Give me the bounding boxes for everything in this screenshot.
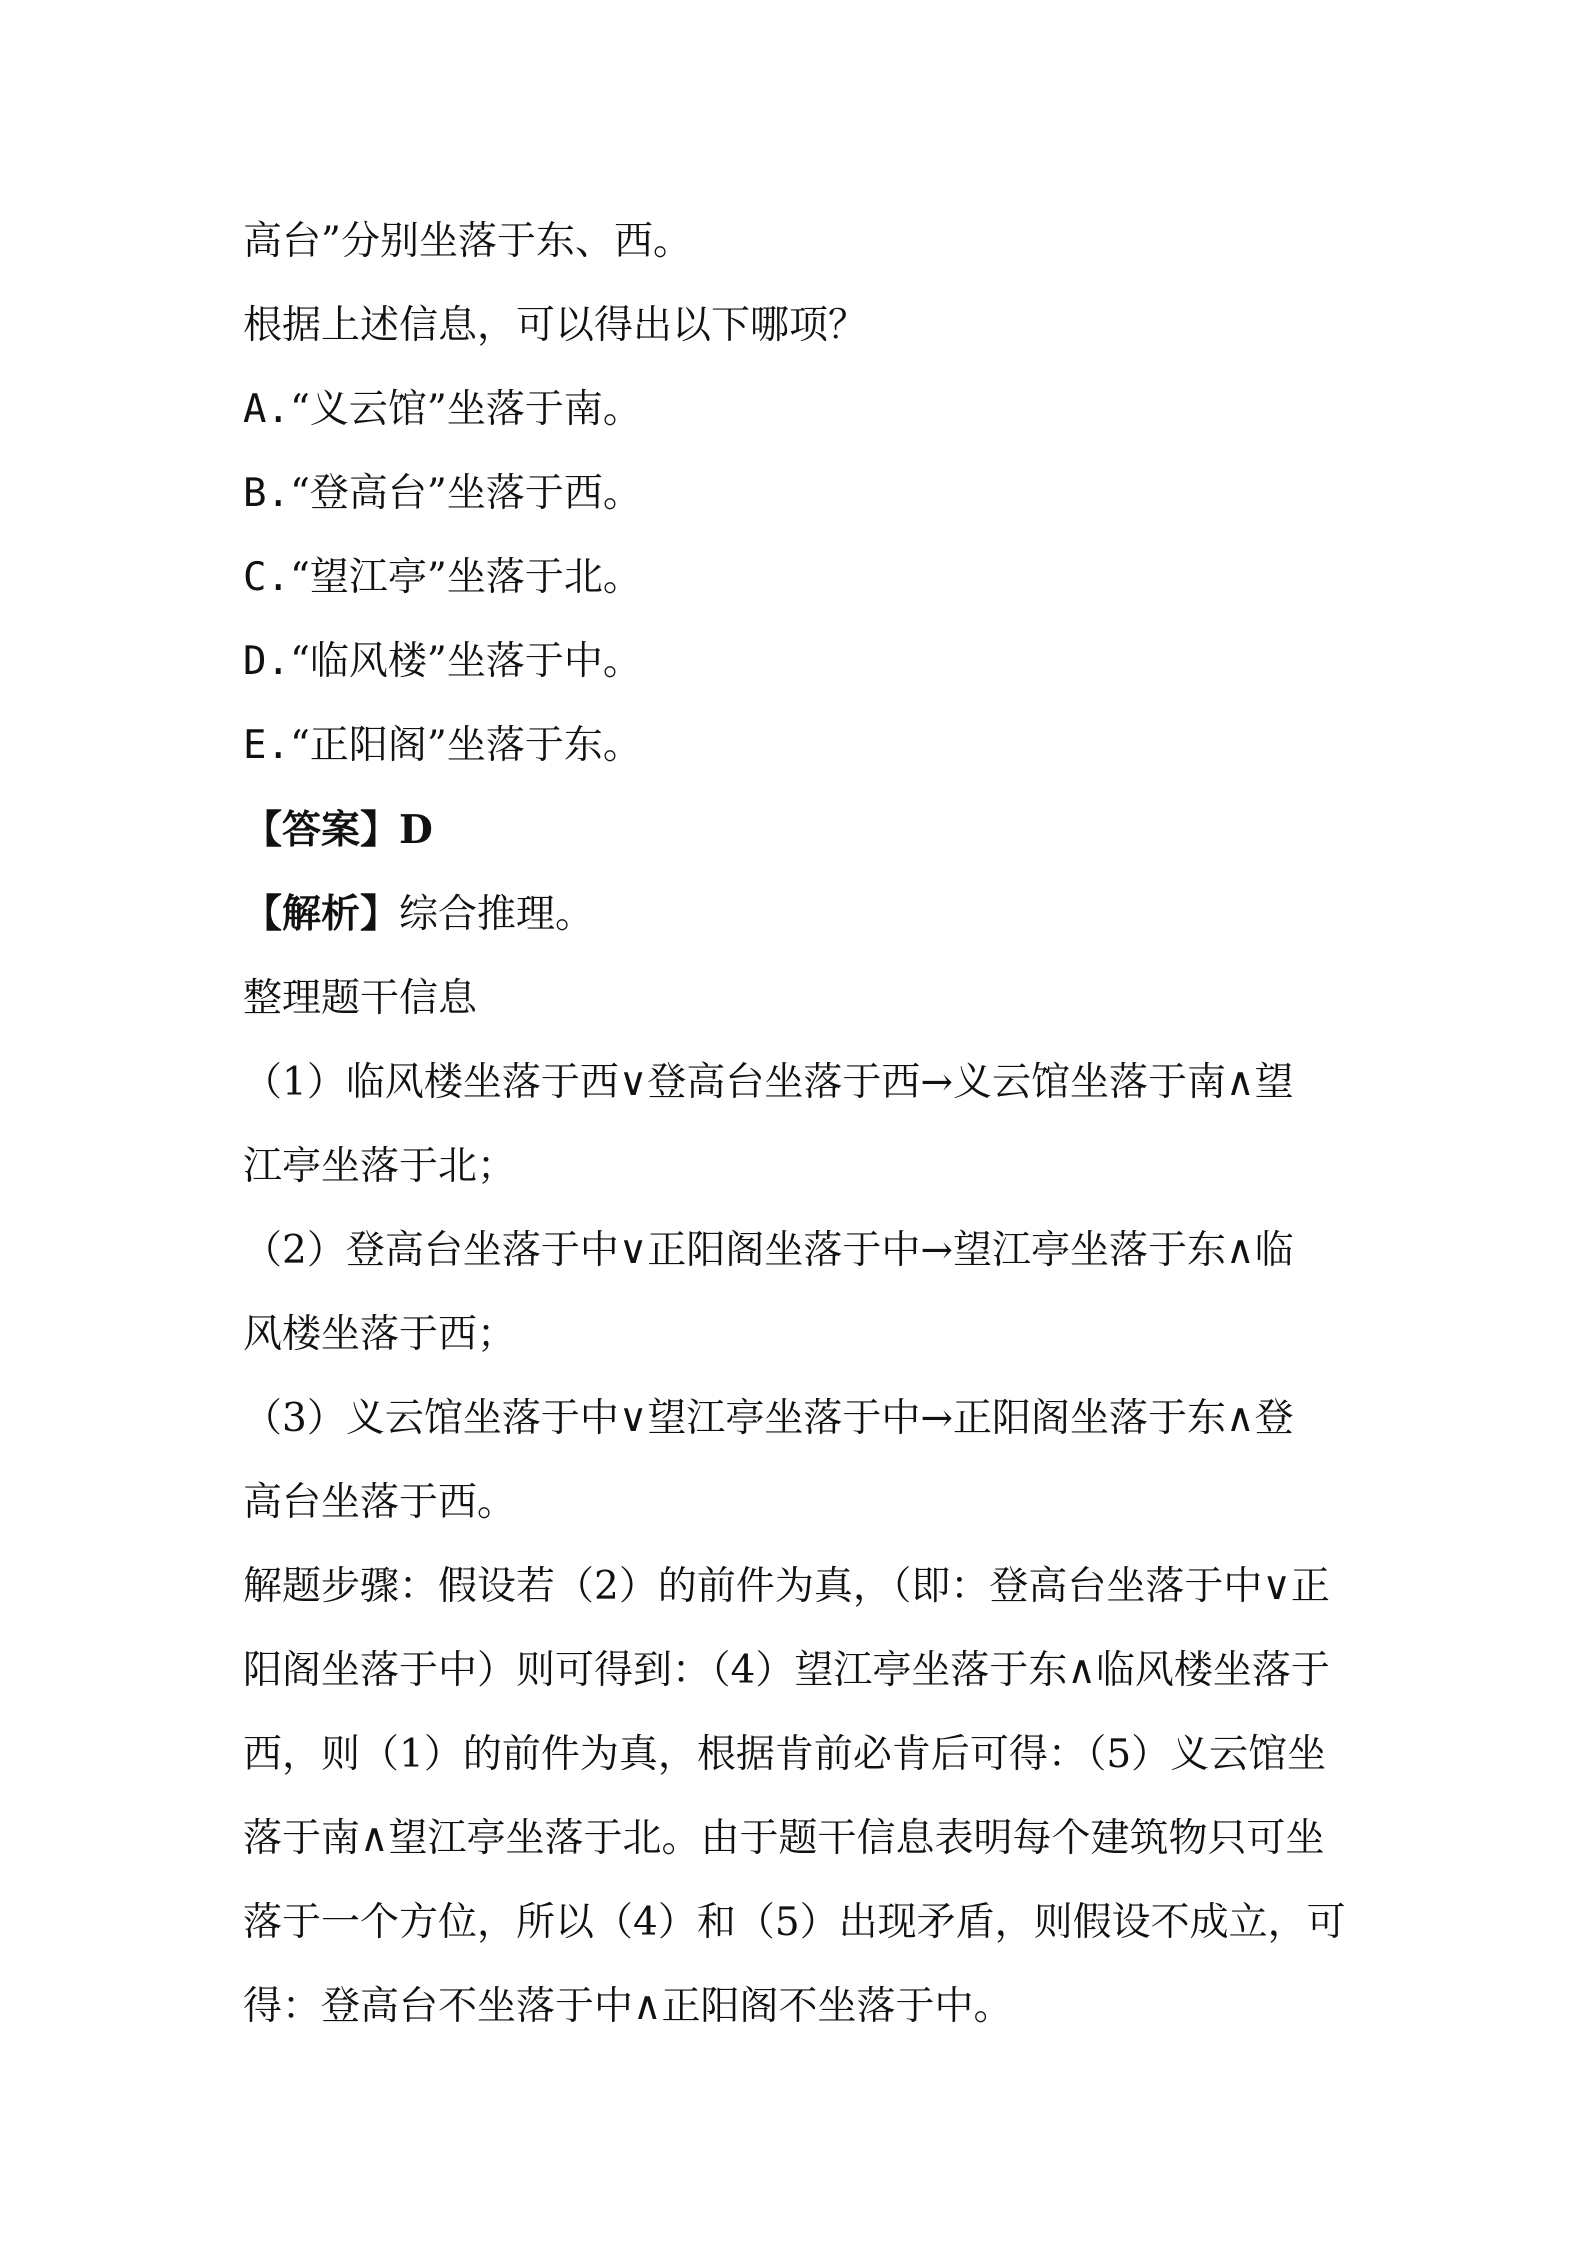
option-a <box>243 368 1353 452</box>
document-page <box>243 200 1353 2049</box>
condition-2-line-2: 风楼坐落于西； <box>243 1312 517 1357</box>
analysis-label: 【解析】 <box>243 891 400 937</box>
analysis-text: 综合推理。 <box>399 892 595 937</box>
answer-value: D <box>399 807 433 853</box>
solution-line-1: 解题步骤：假设若（2）的前件为真，（即：登高台坐落于中∨正 <box>243 1564 1330 1609</box>
solution-line-3: 西，则（1）的前件为真，根据肯前必肯后可得：（5）义云馆坐 <box>243 1732 1327 1777</box>
condition-1-line-1: （1）临风楼坐落于西∨登高台坐落于西→义云馆坐落于南∧望 <box>243 1060 1294 1105</box>
option-b <box>243 452 1353 536</box>
option-d-text: “临风楼”坐落于中。 <box>289 639 642 684</box>
question-text: 根据上述信息，可以得出以下哪项？ <box>243 303 868 348</box>
condition-1-line-2: 江亭坐落于北； <box>243 1144 517 1189</box>
solution-line-6: 得：登高台不坐落于中∧正阳阁不坐落于中。 <box>243 1984 1013 2029</box>
option-c <box>243 536 1353 620</box>
option-e-letter: E. <box>243 723 290 768</box>
option-b-text: “登高台”坐落于西。 <box>289 471 642 516</box>
option-c-letter: C. <box>243 555 290 600</box>
solution-line-2: 阳阁坐落于中）则可得到：（4）望江亭坐落于东∧临风楼坐落于 <box>243 1648 1330 1693</box>
option-c-text: “望江亭”坐落于北。 <box>289 555 642 600</box>
condition-3-line-1: （3）义云馆坐落于中∨望江亭坐落于中→正阳阁坐落于东∧登 <box>243 1396 1294 1441</box>
option-d <box>243 620 1353 704</box>
answer-line <box>243 788 1353 872</box>
organize-heading: 整理题干信息 <box>243 976 478 1021</box>
answer-label: 【答案】 <box>243 807 400 853</box>
condition-3-line-2: 高台坐落于西。 <box>243 1480 517 1525</box>
solution-line-4: 落于南∧望江亭坐落于北。由于题干信息表明每个建筑物只可坐 <box>243 1816 1325 1861</box>
intro-tail-text: 高台”分别坐落于东、西。 <box>243 219 692 264</box>
solution-line-5: 落于一个方位，所以（4）和（5）出现矛盾，则假设不成立，可 <box>243 1900 1346 1945</box>
option-d-letter: D. <box>243 639 290 684</box>
option-e <box>243 704 1353 788</box>
option-a-letter: A. <box>243 387 290 432</box>
option-e-text: “正阳阁”坐落于东。 <box>289 723 642 768</box>
option-a-text: “义云馆”坐落于南。 <box>289 387 642 432</box>
condition-2-line-1: （2）登高台坐落于中∨正阳阁坐落于中→望江亭坐落于东∧临 <box>243 1228 1294 1273</box>
analysis-line <box>243 872 1353 957</box>
option-b-letter: B. <box>243 471 290 516</box>
